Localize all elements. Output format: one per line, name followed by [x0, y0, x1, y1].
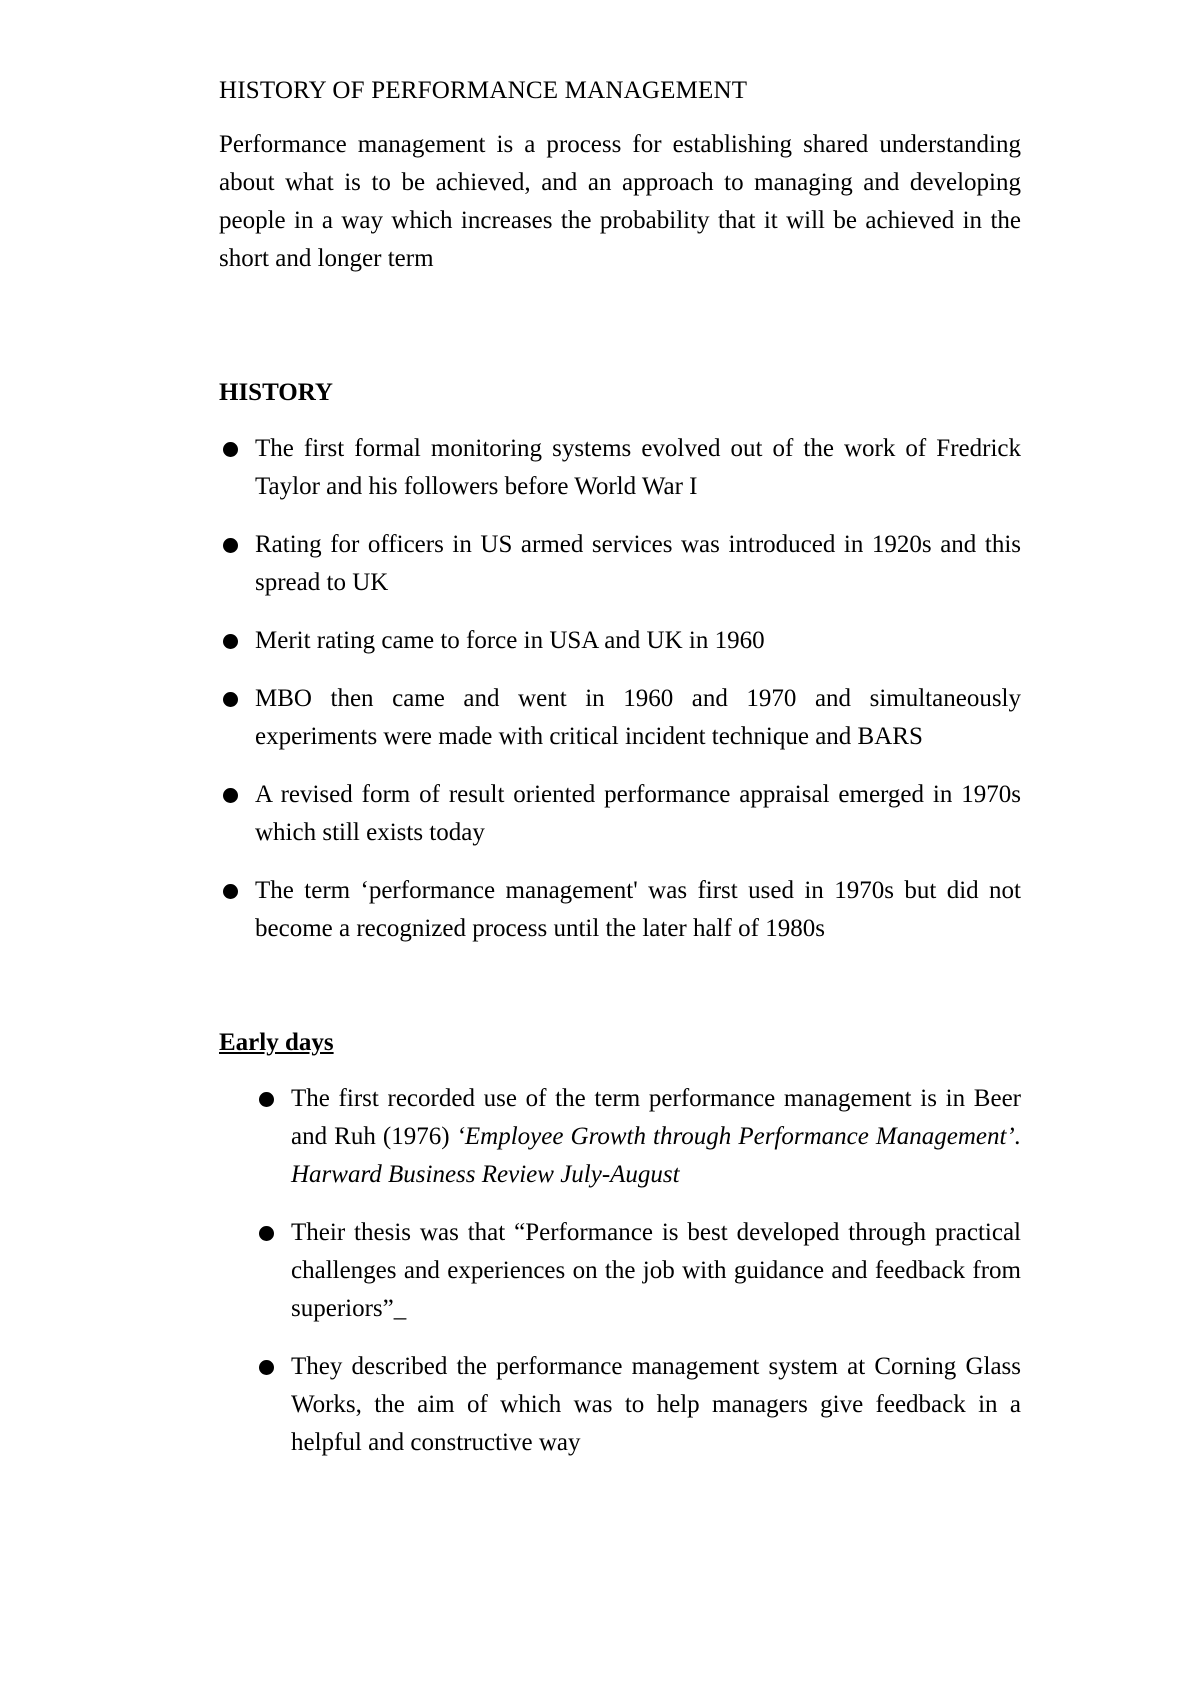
bullet-icon [223, 442, 238, 457]
list-item-text: The term ‘performance management' was first used in 1970s but did not become a recognized process until the later half of 1980s [255, 877, 1021, 942]
list-item [219, 872, 1021, 948]
list-item [219, 680, 1021, 756]
early-days-list [255, 1080, 1021, 1462]
list-item-text: The first recorded use of the term performance management is in Beer and Ruh (1976) [291, 1085, 1021, 1150]
document-title: HISTORY OF PERFORMANCE MANAGEMENT [219, 77, 748, 104]
list-item-text: Rating for officers in US armed services was introduced in 1920s and this spread to UK [255, 531, 1021, 596]
bullet-icon [223, 884, 238, 899]
history-list [219, 430, 1021, 948]
early-days-heading: Early days [219, 1029, 334, 1056]
list-item [219, 526, 1021, 602]
list-item [219, 776, 1021, 852]
list-item-text: They described the performance management system at Corning Glass Works, the aim of which was to help managers give feedback in a helpful and constructive way [291, 1353, 1021, 1456]
list-item-text: Merit rating came to force in USA and UK in 1960 [255, 627, 765, 654]
list-item-text: A revised form of result oriented performance appraisal emerged in 1970s which still exists today [255, 781, 1021, 846]
bullet-icon [259, 1360, 274, 1375]
bullet-icon [259, 1092, 274, 1107]
list-item [219, 622, 1021, 660]
list-item-text: The first formal monitoring systems evolved out of the work of Fredrick Taylor and his followers before World War I [255, 435, 1021, 500]
bullet-icon [223, 634, 238, 649]
history-heading: HISTORY [219, 379, 333, 406]
intro-paragraph: Performance management is a process for establishing shared understanding about what is to be achieved, and an approach to managing and developing people in a way which increases the probability that it will be achieved in the short and longer term [219, 131, 1021, 272]
list-item [255, 1214, 1021, 1328]
citation-italic: ‘Employee Growth through Performance Management’. Harward Business Review July-August [291, 1123, 1022, 1188]
bullet-icon [259, 1226, 274, 1241]
list-item [219, 430, 1021, 506]
list-item-text: Their thesis was that “Performance is best developed through practical challenges and experiences on the job with guidance and feedback from superiors”_ [291, 1219, 1021, 1322]
bullet-icon [223, 692, 238, 707]
bullet-icon [223, 788, 238, 803]
list-item-text: MBO then came and went in 1960 and 1970 and simultaneously experiments were made with critical incident technique and BARS [255, 685, 1021, 750]
list-item [255, 1348, 1021, 1462]
list-item [255, 1080, 1021, 1194]
document-content [219, 72, 1021, 1482]
bullet-icon [223, 538, 238, 553]
